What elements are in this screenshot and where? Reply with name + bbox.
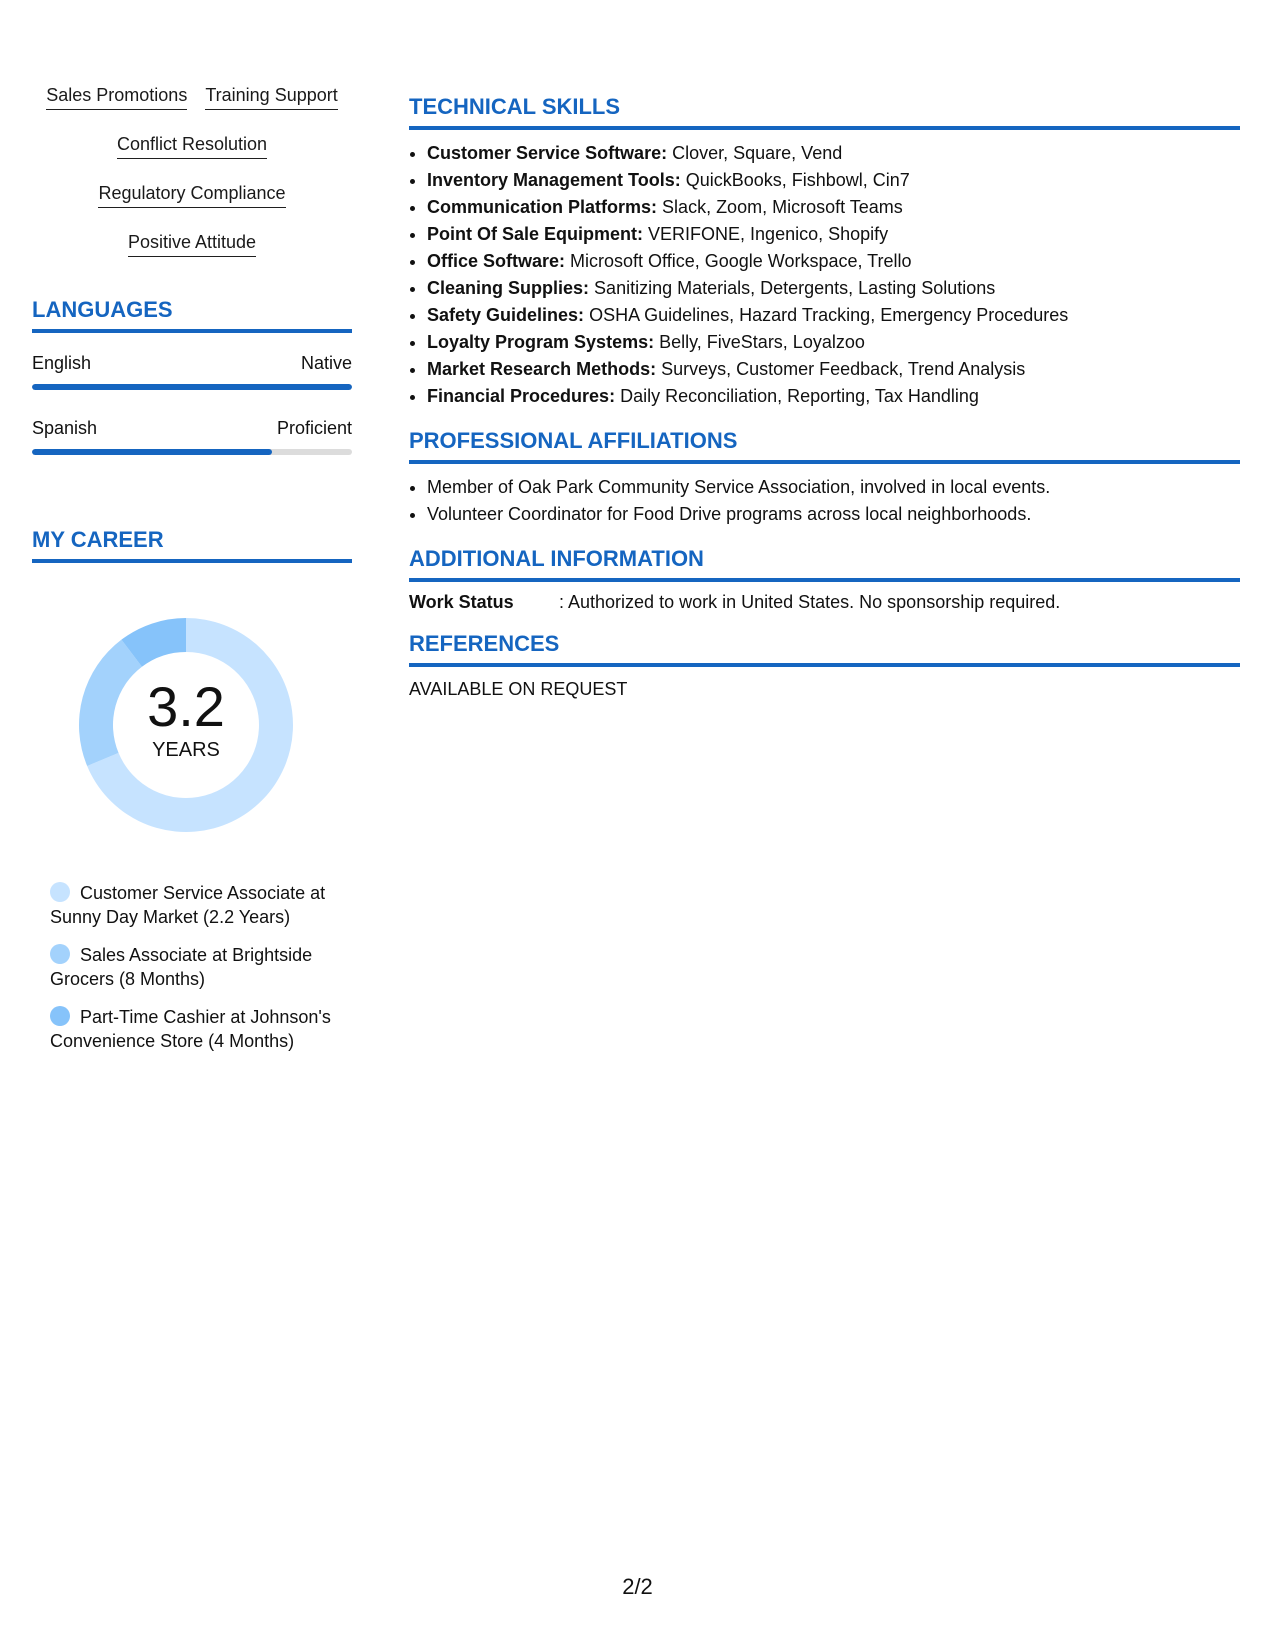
skill-category: Cleaning Supplies: [427, 278, 590, 298]
section-rule [32, 559, 352, 563]
section-title: PROFESSIONAL AFFILIATIONS [409, 428, 738, 453]
additional-info-section [409, 546, 1240, 613]
skill-values: Sanitizing Materials, Detergents, Lasting Solutions [594, 278, 996, 298]
left-column [32, 84, 352, 1067]
language-name: Spanish [32, 418, 98, 438]
technical-skill-item [427, 248, 1240, 275]
skill-category: Communication Platforms: [427, 197, 658, 217]
section-title: TECHNICAL SKILLS [409, 94, 621, 119]
skills-row [32, 84, 352, 110]
technical-skill-item [427, 167, 1240, 194]
skill-chip: Training Support [205, 84, 337, 110]
skills-row [32, 182, 352, 208]
section-rule [32, 329, 352, 333]
skills-list [32, 84, 352, 257]
work-status-value: : Authorized to work in United States. No sponsorship required. [559, 592, 1061, 612]
skill-category: Financial Procedures: [427, 386, 616, 406]
skill-chip: Positive Attitude [128, 231, 256, 257]
affiliations-list [409, 474, 1240, 528]
section-title: ADDITIONAL INFORMATION [409, 546, 704, 571]
legend-dot [50, 1006, 70, 1026]
technical-skill-item [427, 140, 1240, 167]
skill-values: Microsoft Office, Google Workspace, Trello [570, 251, 912, 271]
skill-category: Point Of Sale Equipment: [427, 224, 644, 244]
section-rule [409, 578, 1240, 582]
skills-row [32, 231, 352, 257]
skill-values: Clover, Square, Vend [672, 143, 843, 163]
technical-skill-item [427, 356, 1240, 383]
language-level: Native [300, 353, 352, 373]
career-total-unit: YEARS [152, 739, 220, 761]
language-item [32, 418, 352, 455]
career-section [32, 527, 352, 1053]
skill-category: Office Software: [427, 251, 566, 271]
legend-label: Sales Associate at Brightside Grocers (8 Months) [50, 945, 313, 989]
skill-values: Slack, Zoom, Microsoft Teams [662, 197, 903, 217]
work-status-label: Work Status [409, 592, 514, 612]
skill-values: QuickBooks, Fishbowl, Cin7 [685, 170, 910, 190]
skill-chip: Conflict Resolution [117, 133, 267, 159]
section-rule [409, 663, 1240, 667]
legend-item [50, 943, 340, 991]
skill-chip: Regulatory Compliance [98, 182, 285, 208]
technical-skill-item [427, 329, 1240, 356]
skill-chip: Sales Promotions [46, 84, 187, 110]
section-rule [409, 126, 1240, 130]
list-item: • Volunteer Coordinator for Food Drive programs across local neighborhoods. [427, 501, 1240, 528]
career-donut-chart [66, 605, 306, 845]
technical-skill-item [427, 221, 1240, 248]
skill-category: Loyalty Program Systems: [427, 332, 655, 352]
language-level: Proficient [276, 418, 352, 438]
section-title: REFERENCES [409, 631, 560, 656]
page-number: 2/2 [622, 1574, 653, 1599]
skill-values: OSHA Guidelines, Hazard Tracking, Emergency Procedures [589, 305, 1069, 325]
skill-values: VERIFONE, Ingenico, Shopify [648, 224, 889, 244]
legend-label: Customer Service Associate at Sunny Day Market (2.2 Years) [50, 883, 326, 927]
donut-center [66, 605, 306, 845]
career-total-years: 3.2 [147, 675, 225, 738]
languages-section [32, 297, 352, 455]
skills-row [32, 133, 352, 159]
language-bar [32, 449, 352, 455]
right-column [409, 94, 1240, 700]
technical-skill-item [427, 302, 1240, 329]
skill-values: Daily Reconciliation, Reporting, Tax Handling [620, 386, 979, 406]
technical-skills-section [409, 94, 1240, 410]
legend-item [50, 1005, 340, 1053]
language-item [32, 353, 352, 390]
technical-skill-item [427, 383, 1240, 410]
skill-values: Surveys, Customer Feedback, Trend Analysis [661, 359, 1026, 379]
skill-category: Customer Service Software: [427, 143, 668, 163]
list-item: • Member of Oak Park Community Service Association, involved in local events. [427, 474, 1240, 501]
technical-skill-item [427, 275, 1240, 302]
language-name: English [32, 353, 92, 373]
section-rule [409, 460, 1240, 464]
references-text: AVAILABLE ON REQUEST [409, 679, 628, 699]
technical-skill-item [427, 194, 1240, 221]
language-bar [32, 384, 352, 390]
legend-dot [50, 944, 70, 964]
section-title: LANGUAGES [32, 297, 173, 322]
affiliations-section [409, 428, 1240, 528]
legend-item [50, 881, 340, 929]
career-legend [50, 881, 340, 1053]
language-bar-fill [32, 384, 352, 390]
skill-values: Belly, FiveStars, Loyalzoo [659, 332, 865, 352]
legend-dot [50, 882, 70, 902]
skill-category: Inventory Management Tools: [427, 170, 681, 190]
language-bar-fill [32, 449, 272, 455]
skill-category: Safety Guidelines: [427, 305, 585, 325]
work-status-row [409, 592, 1240, 613]
skill-category: Market Research Methods: [427, 359, 657, 379]
legend-label: Part-Time Cashier at Johnson's Convenience Store (4 Months) [50, 1007, 331, 1051]
technical-skills-list [409, 140, 1240, 410]
references-section [409, 631, 1240, 700]
section-title: MY CAREER [32, 527, 164, 552]
